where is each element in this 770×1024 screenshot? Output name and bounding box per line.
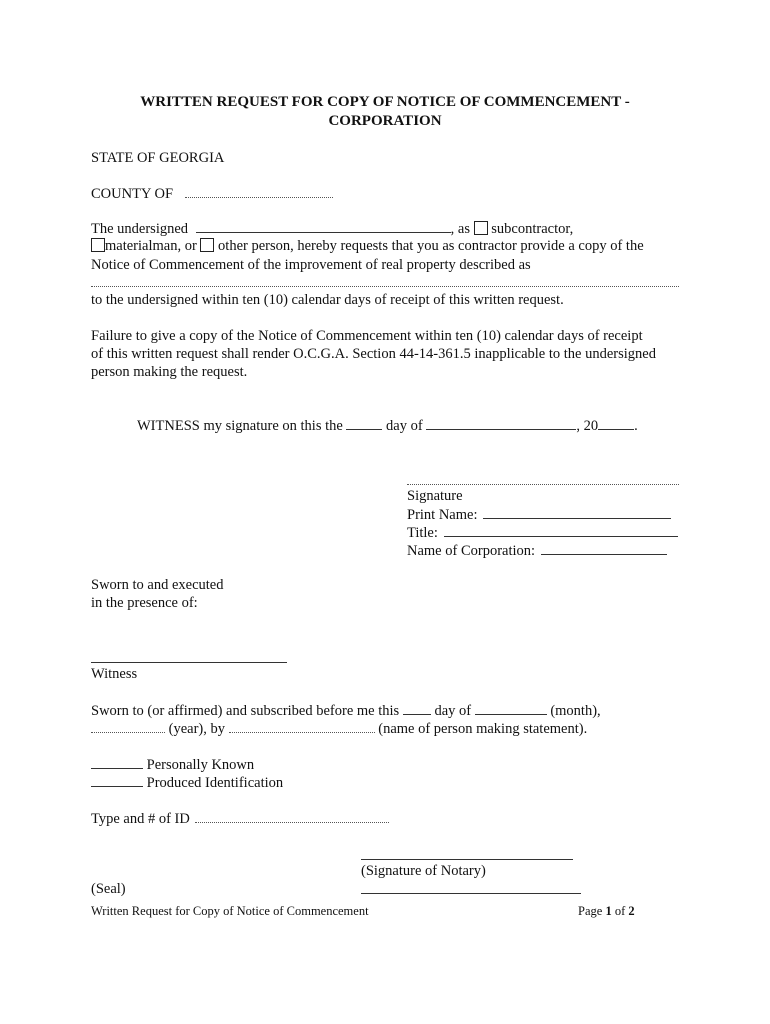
footer-total-pages: 2 (628, 904, 635, 918)
year-field[interactable] (598, 416, 634, 430)
materialman-row (91, 237, 644, 255)
property-description-field[interactable] (91, 286, 679, 287)
affirm-month-label: (month), (550, 703, 601, 719)
affirm-text: Sworn to (or affirmed) and subscribed before me this (91, 703, 400, 719)
produced-id-row (91, 773, 283, 792)
affirm-row (91, 701, 601, 720)
witness-label: Witness (91, 666, 138, 682)
county-label: COUNTY OF (91, 186, 174, 202)
materialman-checkbox[interactable] (91, 238, 105, 252)
signature-label: Signature (407, 488, 463, 504)
notary-commission-line[interactable] (361, 893, 581, 894)
period: . (634, 418, 638, 434)
day-of-text: day of (386, 418, 423, 434)
footer-current-page: 1 (605, 904, 612, 918)
undersigned-row (91, 219, 573, 238)
year-by-label: (year), by (168, 721, 225, 737)
footer-page-number (578, 902, 635, 920)
seal-label: (Seal) (91, 881, 126, 897)
corporation-row (407, 541, 667, 560)
type-id-field[interactable] (195, 809, 389, 823)
produced-id-label: Produced Identification (146, 775, 284, 791)
sworn-line-1: Sworn to and executed (91, 577, 224, 593)
corporation-field[interactable] (541, 541, 667, 555)
signature-line[interactable] (407, 484, 679, 485)
name-statement-label: (name of person making statement). (378, 721, 588, 737)
other-person-checkbox[interactable] (200, 238, 214, 252)
materialman-label: materialman, or (105, 238, 197, 254)
witness-text: WITNESS my signature on this the (137, 418, 343, 434)
doc-title-line2: CORPORATION (328, 113, 442, 129)
affirm-day-field[interactable] (403, 701, 431, 715)
title-field[interactable] (444, 523, 678, 537)
sworn-line-2: in the presence of: (91, 595, 198, 611)
doc-title-line1: WRITTEN REQUEST FOR COPY OF NOTICE OF COMMENCEMENT - (140, 94, 630, 110)
failure-line-1: Failure to give a copy of the Notice of Commencement within ten (10) calendar days of receipt (91, 328, 643, 344)
undersigned-name-field[interactable] (196, 219, 451, 233)
footer-title: Written Request for Copy of Notice of Commencement (91, 904, 369, 918)
title-row (407, 523, 678, 542)
notary-signature-line[interactable] (361, 859, 573, 860)
footer-page-word: Page (578, 904, 603, 918)
personally-known-label: Personally Known (146, 757, 255, 773)
print-name-field[interactable] (483, 505, 671, 519)
personally-known-row (91, 755, 254, 774)
to-undersigned-line: to the undersigned within ten (10) calendar days of receipt of this written request. (91, 292, 564, 308)
month-field[interactable] (426, 416, 576, 430)
corporation-label: Name of Corporation: (407, 543, 536, 559)
footer-of-word: of (614, 904, 626, 918)
personally-known-field[interactable] (91, 755, 143, 769)
notice-line: Notice of Commencement of the improvement of real property described as (91, 257, 531, 273)
county-field[interactable] (185, 184, 333, 198)
year-by-row (91, 719, 587, 738)
title-label: Title: (407, 525, 438, 541)
subcontractor-checkbox[interactable] (474, 221, 488, 235)
affirm-day-of: day of (434, 703, 472, 719)
print-name-row (407, 505, 671, 524)
other-person-label: other person, hereby requests that you as contractor provide a copy of the (218, 238, 644, 254)
witness-signature-row (137, 416, 638, 435)
type-id-row (91, 809, 389, 828)
type-id-label: Type and # of ID (91, 811, 190, 827)
affirm-month-field[interactable] (475, 701, 547, 715)
affirm-year-field[interactable] (91, 719, 165, 733)
notary-signature-label: (Signature of Notary) (361, 863, 486, 879)
person-name-field[interactable] (229, 719, 375, 733)
witness-signature-line[interactable] (91, 662, 287, 663)
state-label: STATE OF GEORGIA (91, 150, 225, 166)
subcontractor-label: subcontractor, (491, 221, 574, 237)
day-field[interactable] (346, 416, 382, 430)
failure-line-2: of this written request shall render O.C.G.A. Section 44-14-361.5 inapplicable to the undersigned (91, 346, 656, 362)
produced-id-field[interactable] (91, 773, 143, 787)
county-row (91, 184, 333, 203)
as-text: , as (450, 221, 471, 237)
undersigned-label: The undersigned (91, 221, 189, 237)
failure-line-3: person making the request. (91, 364, 248, 380)
year-prefix: , 20 (576, 418, 599, 434)
print-name-label: Print Name: (407, 507, 478, 523)
